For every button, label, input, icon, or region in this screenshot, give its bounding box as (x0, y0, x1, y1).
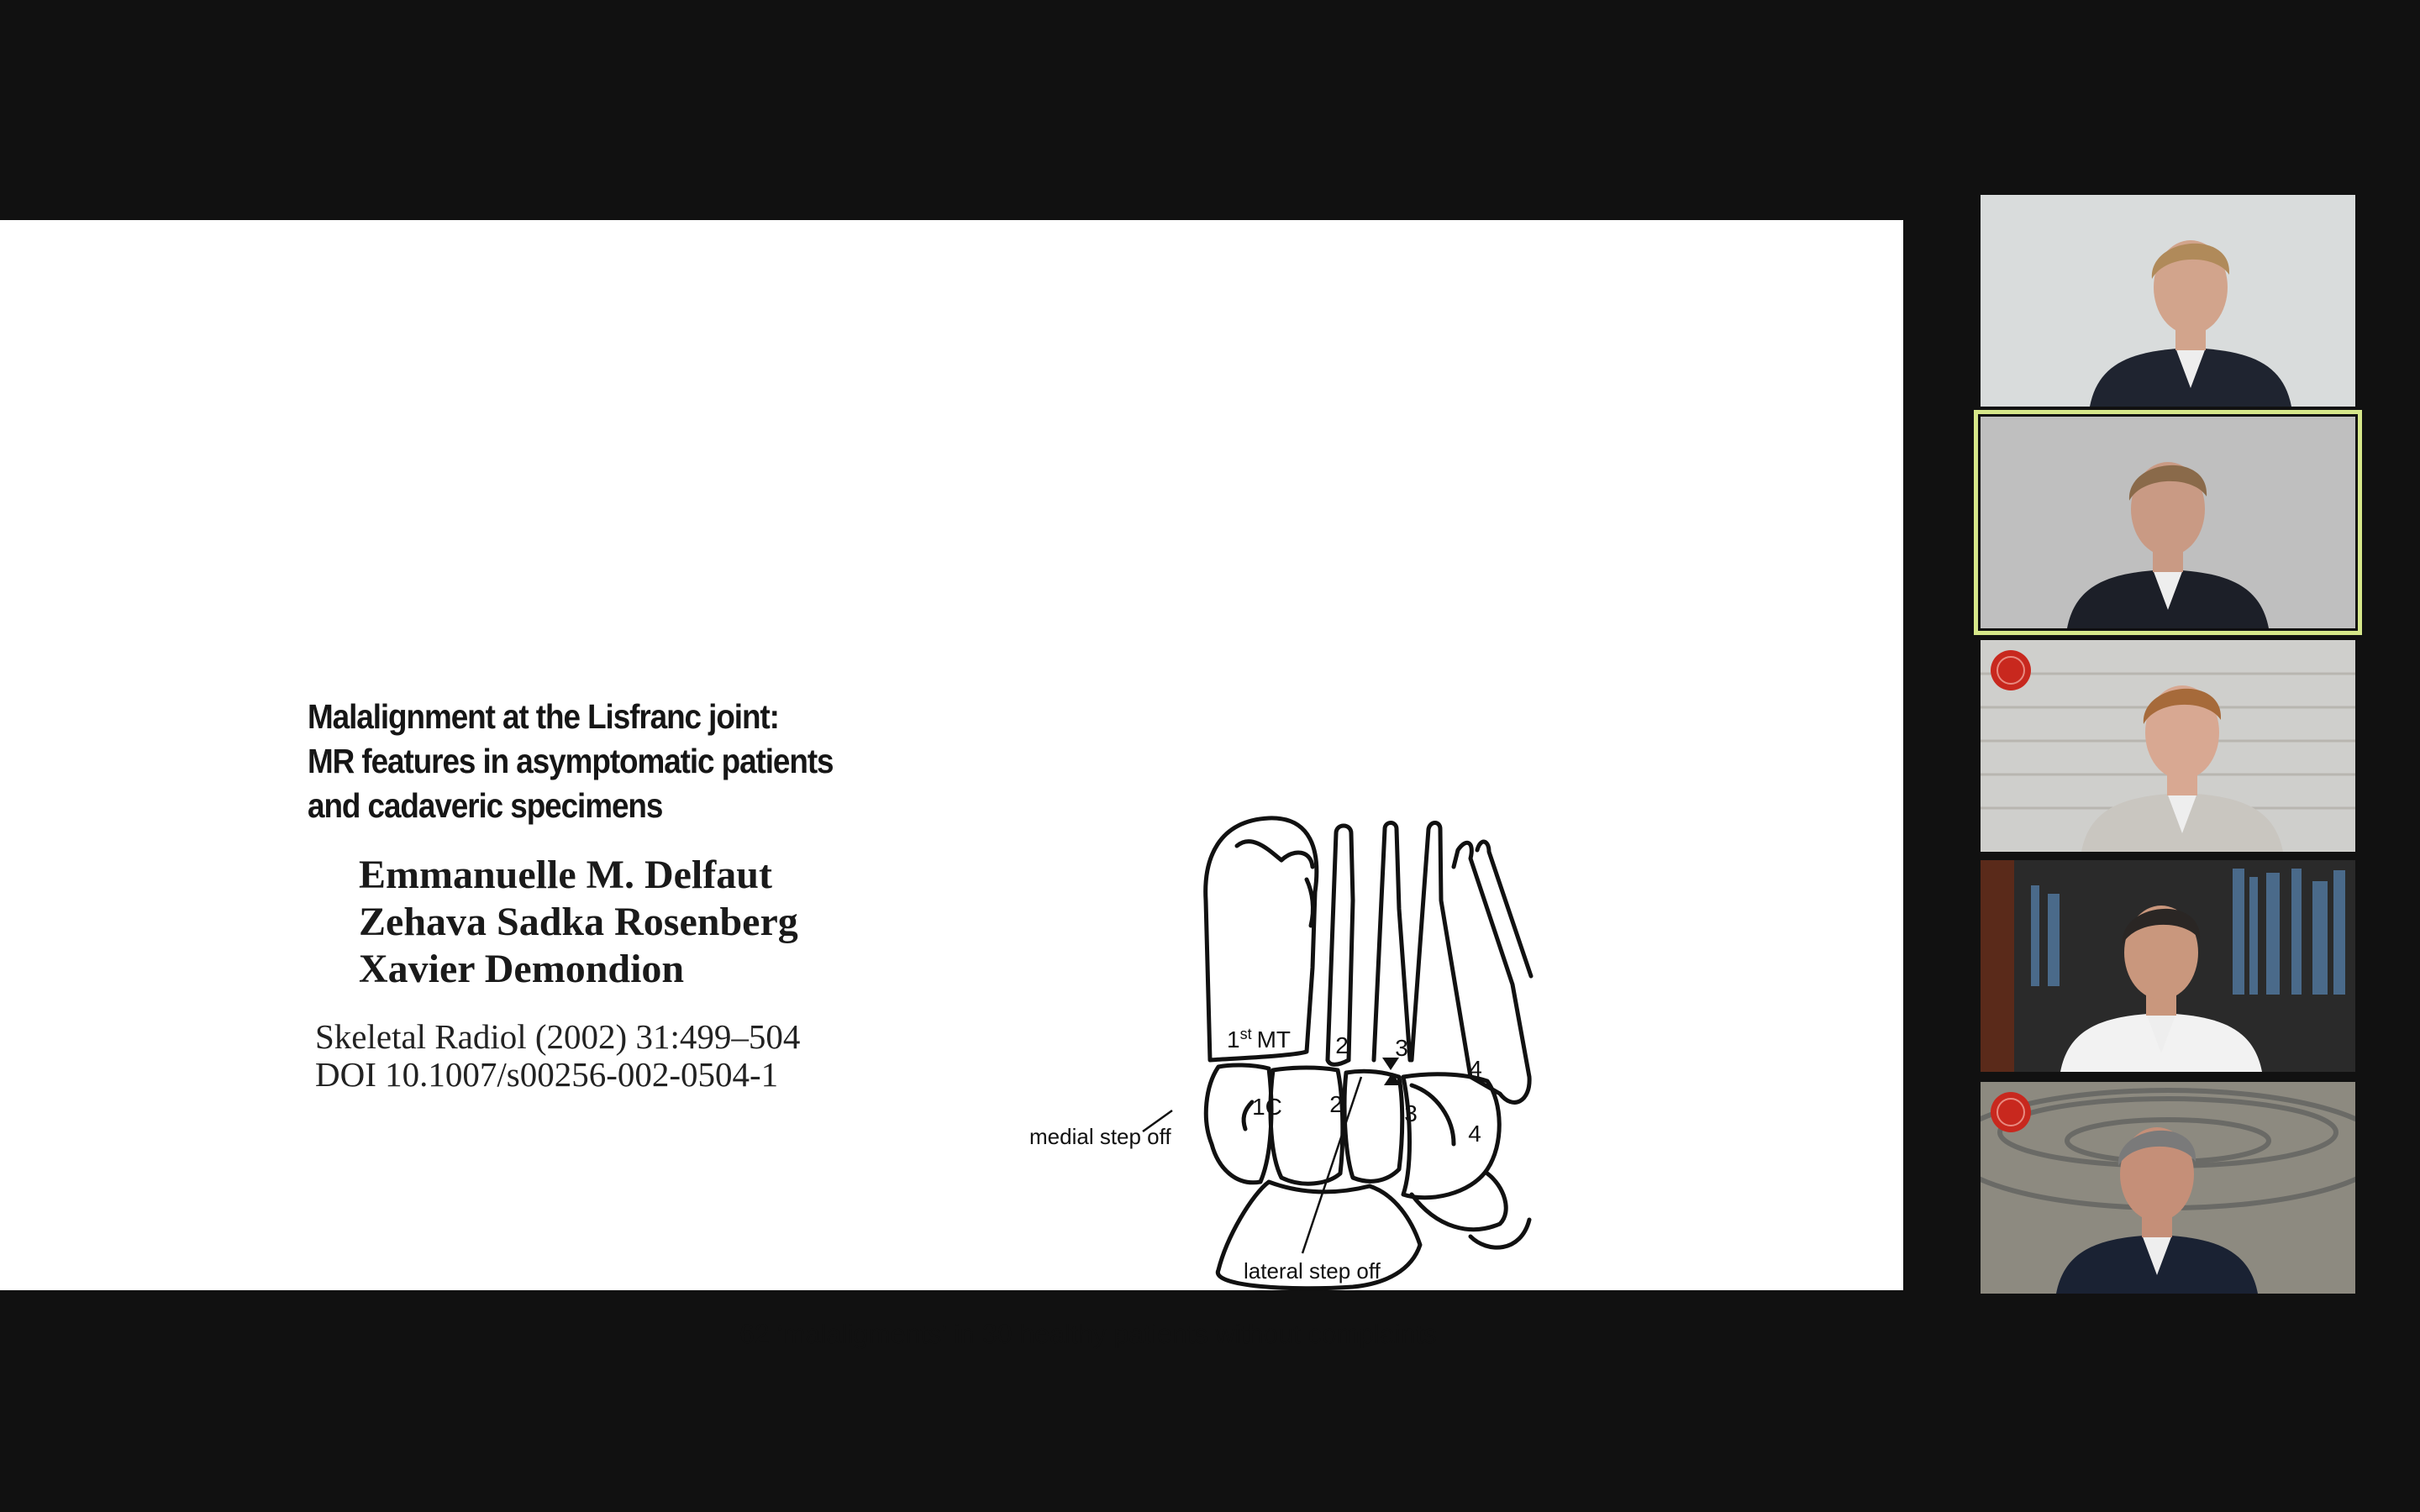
participant-video-frame (1981, 860, 2355, 1072)
caption-text: 62 ‘malaligments’ in 30 healthy patients without complaints (739, 1319, 1437, 1349)
author-list (359, 852, 798, 993)
author-name: Xavier Demondion (359, 947, 685, 991)
participant-video-tile[interactable] (1981, 1082, 2355, 1294)
label-mt2: 2 (1335, 1032, 1349, 1058)
journal-reference: Skeletal Radiol (2002) 31:499–504 (315, 1017, 801, 1056)
author-name: Zehava Sadka Rosenberg (359, 900, 798, 944)
participant-video-tile[interactable] (1981, 640, 2355, 852)
author-name: Emmanuelle M. Delfaut (359, 853, 772, 897)
participant-video-tile[interactable] (1981, 860, 2355, 1072)
citation (315, 1018, 800, 1094)
paper-title (308, 695, 833, 828)
foot-diagram (1017, 800, 1597, 1295)
label-lateral-step-off: lateral step off (1244, 1258, 1381, 1284)
title-line: and cadaveric specimens (308, 786, 663, 825)
doi: DOI 10.1007/s00256-002-0504-1 (315, 1055, 779, 1094)
label-c2: 2 (1329, 1091, 1343, 1117)
label-1st-mt: 1st MT (1227, 1026, 1292, 1053)
label-1c: 1C (1252, 1094, 1282, 1120)
foot-bones-drawing (1017, 800, 1597, 1295)
label-cuboid: 4 (1468, 1121, 1481, 1147)
slide-caption (0, 1319, 2176, 1350)
participant-video-frame (1981, 417, 2355, 628)
participant-video-frame (1981, 195, 2355, 407)
label-c3: 3 (1404, 1100, 1418, 1126)
label-mt3: 3 (1395, 1035, 1408, 1061)
label-medial-step-off: medial step off (1029, 1124, 1171, 1149)
participant-video-frame (1981, 640, 2355, 852)
participant-video-frame (1981, 1082, 2355, 1294)
participant-video-tile[interactable] (1981, 195, 2355, 407)
title-line: Malalignment at the Lisfranc joint: (308, 697, 779, 736)
participant-video-tile[interactable] (1981, 417, 2355, 628)
label-mt4: 4 (1469, 1056, 1482, 1082)
title-line: MR features in asymptomatic patients (308, 742, 834, 780)
shared-slide (0, 220, 1903, 1349)
